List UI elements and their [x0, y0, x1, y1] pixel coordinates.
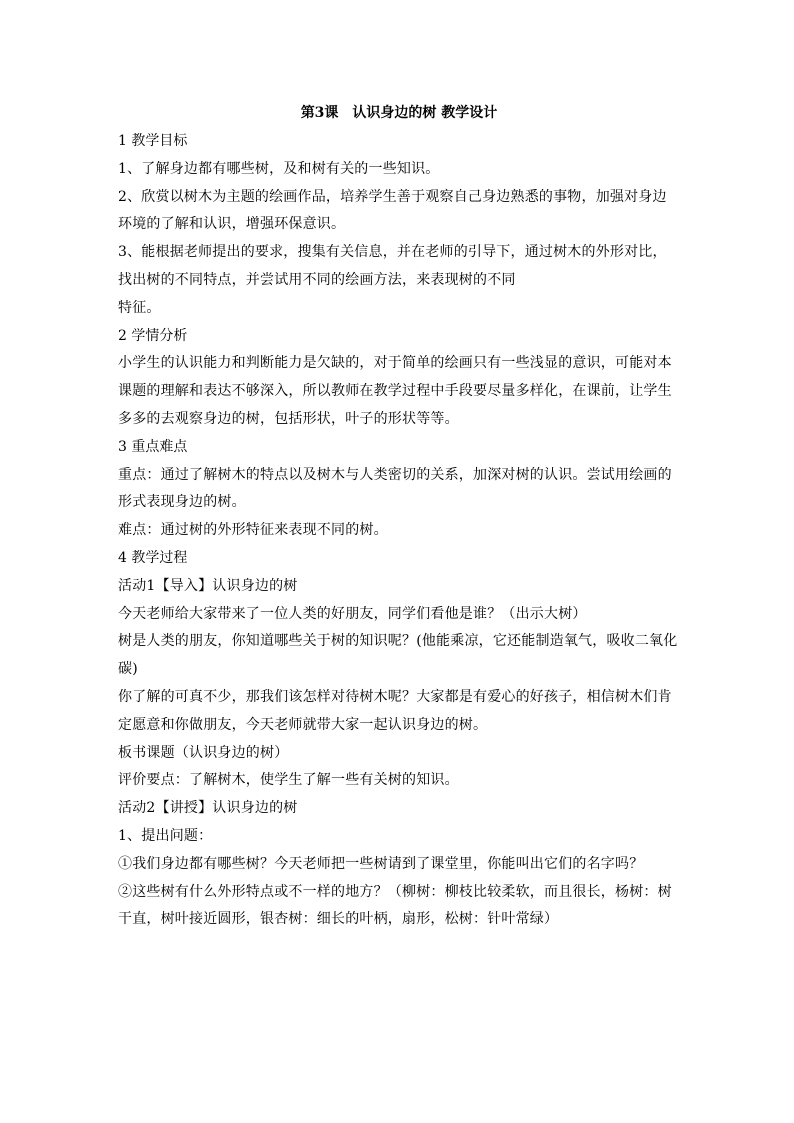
activity-1-heading: 活动1【导入】认识身边的树 — [118, 577, 298, 594]
question-2: ②这些树有什么外形特点或不一样的地方？（柳树：柳枝比较柔软，而且很长，杨树：树干直，树叶接近圆形，银杏树：细长的叶柄，扇形，松树：针叶常绿） — [118, 883, 672, 928]
objective-3: 3、能根据老师提出的要求，搜集有关信息，并在老师的引导下，通过树木的外形对比，找出树的不同特点，并尝试用不同的绘画方法，来表现树的不同 — [118, 244, 667, 288]
activity-1-line-2: 树是人类的朋友，你知道哪些关于树的知识呢？(他能乘凉，它还能制造氧气，吸收二氧化碳) — [118, 633, 678, 678]
question-1: ①我们身边都有哪些树？今天老师把一些树请到了课堂里，你能叫出它们的名字吗？ — [118, 855, 644, 872]
question-heading: 1、提出问题： — [118, 827, 213, 844]
analysis-paragraph: 小学生的认识能力和判断能力是欠缺的，对于简单的绘画只有一些浅显的意识，可能对本课题的理解和表达不够深入，所以教师在教学过程中手段要尽量多样化，在课前，让学生多多的去观察身边的树，包括形状，叶子的形状等等。 — [118, 355, 672, 427]
evaluation-line: 评价要点：了解树木，使学生了解一些有关树的知识。 — [118, 772, 459, 789]
section-heading-objectives: 1 教学目标 — [118, 133, 188, 149]
board-title-line: 板书课题（认识身边的树） — [118, 744, 289, 761]
activity-2-heading: 活动2【讲授】认识身边的树 — [118, 800, 298, 817]
objective-2: 2、欣赏以树木为主题的绘画作品，培养学生善于观察自己身边熟悉的事物，加强对身边环境的了解和认识，增强环保意识。 — [118, 188, 667, 233]
document-title: 第3课 认识身边的树 教学设计 — [300, 105, 498, 121]
objective-3-continued: 特征。 — [118, 299, 161, 316]
document-page — [118, 98, 680, 934]
activity-1-line-3: 你了解的可真不少，那我们该怎样对待树木呢？大家都是有爱心的好孩子，相信树木们肯定愿意和你做朋友，今天老师就带大家一起认识身边的树。 — [118, 688, 672, 733]
section-heading-key-points: 3 重点难点 — [118, 438, 188, 455]
section-heading-process: 4 教学过程 — [118, 549, 188, 566]
objective-1: 1、了解身边都有哪些树，及和树有关的一些知识。 — [118, 160, 440, 177]
key-point-paragraph: 重点：通过了解树木的特点以及树木与人类密切的关系，加深对树的认识。尝试用绘画的形式表现身边的树。 — [118, 466, 672, 511]
section-heading-analysis: 2 学情分析 — [118, 327, 188, 344]
activity-1-line-1: 今天老师给大家带来了一位人类的好朋友，同学们看他是谁？（出示大树） — [118, 605, 587, 622]
difficulty-paragraph: 难点：通过树的外形特征来表现不同的树。 — [118, 522, 388, 539]
